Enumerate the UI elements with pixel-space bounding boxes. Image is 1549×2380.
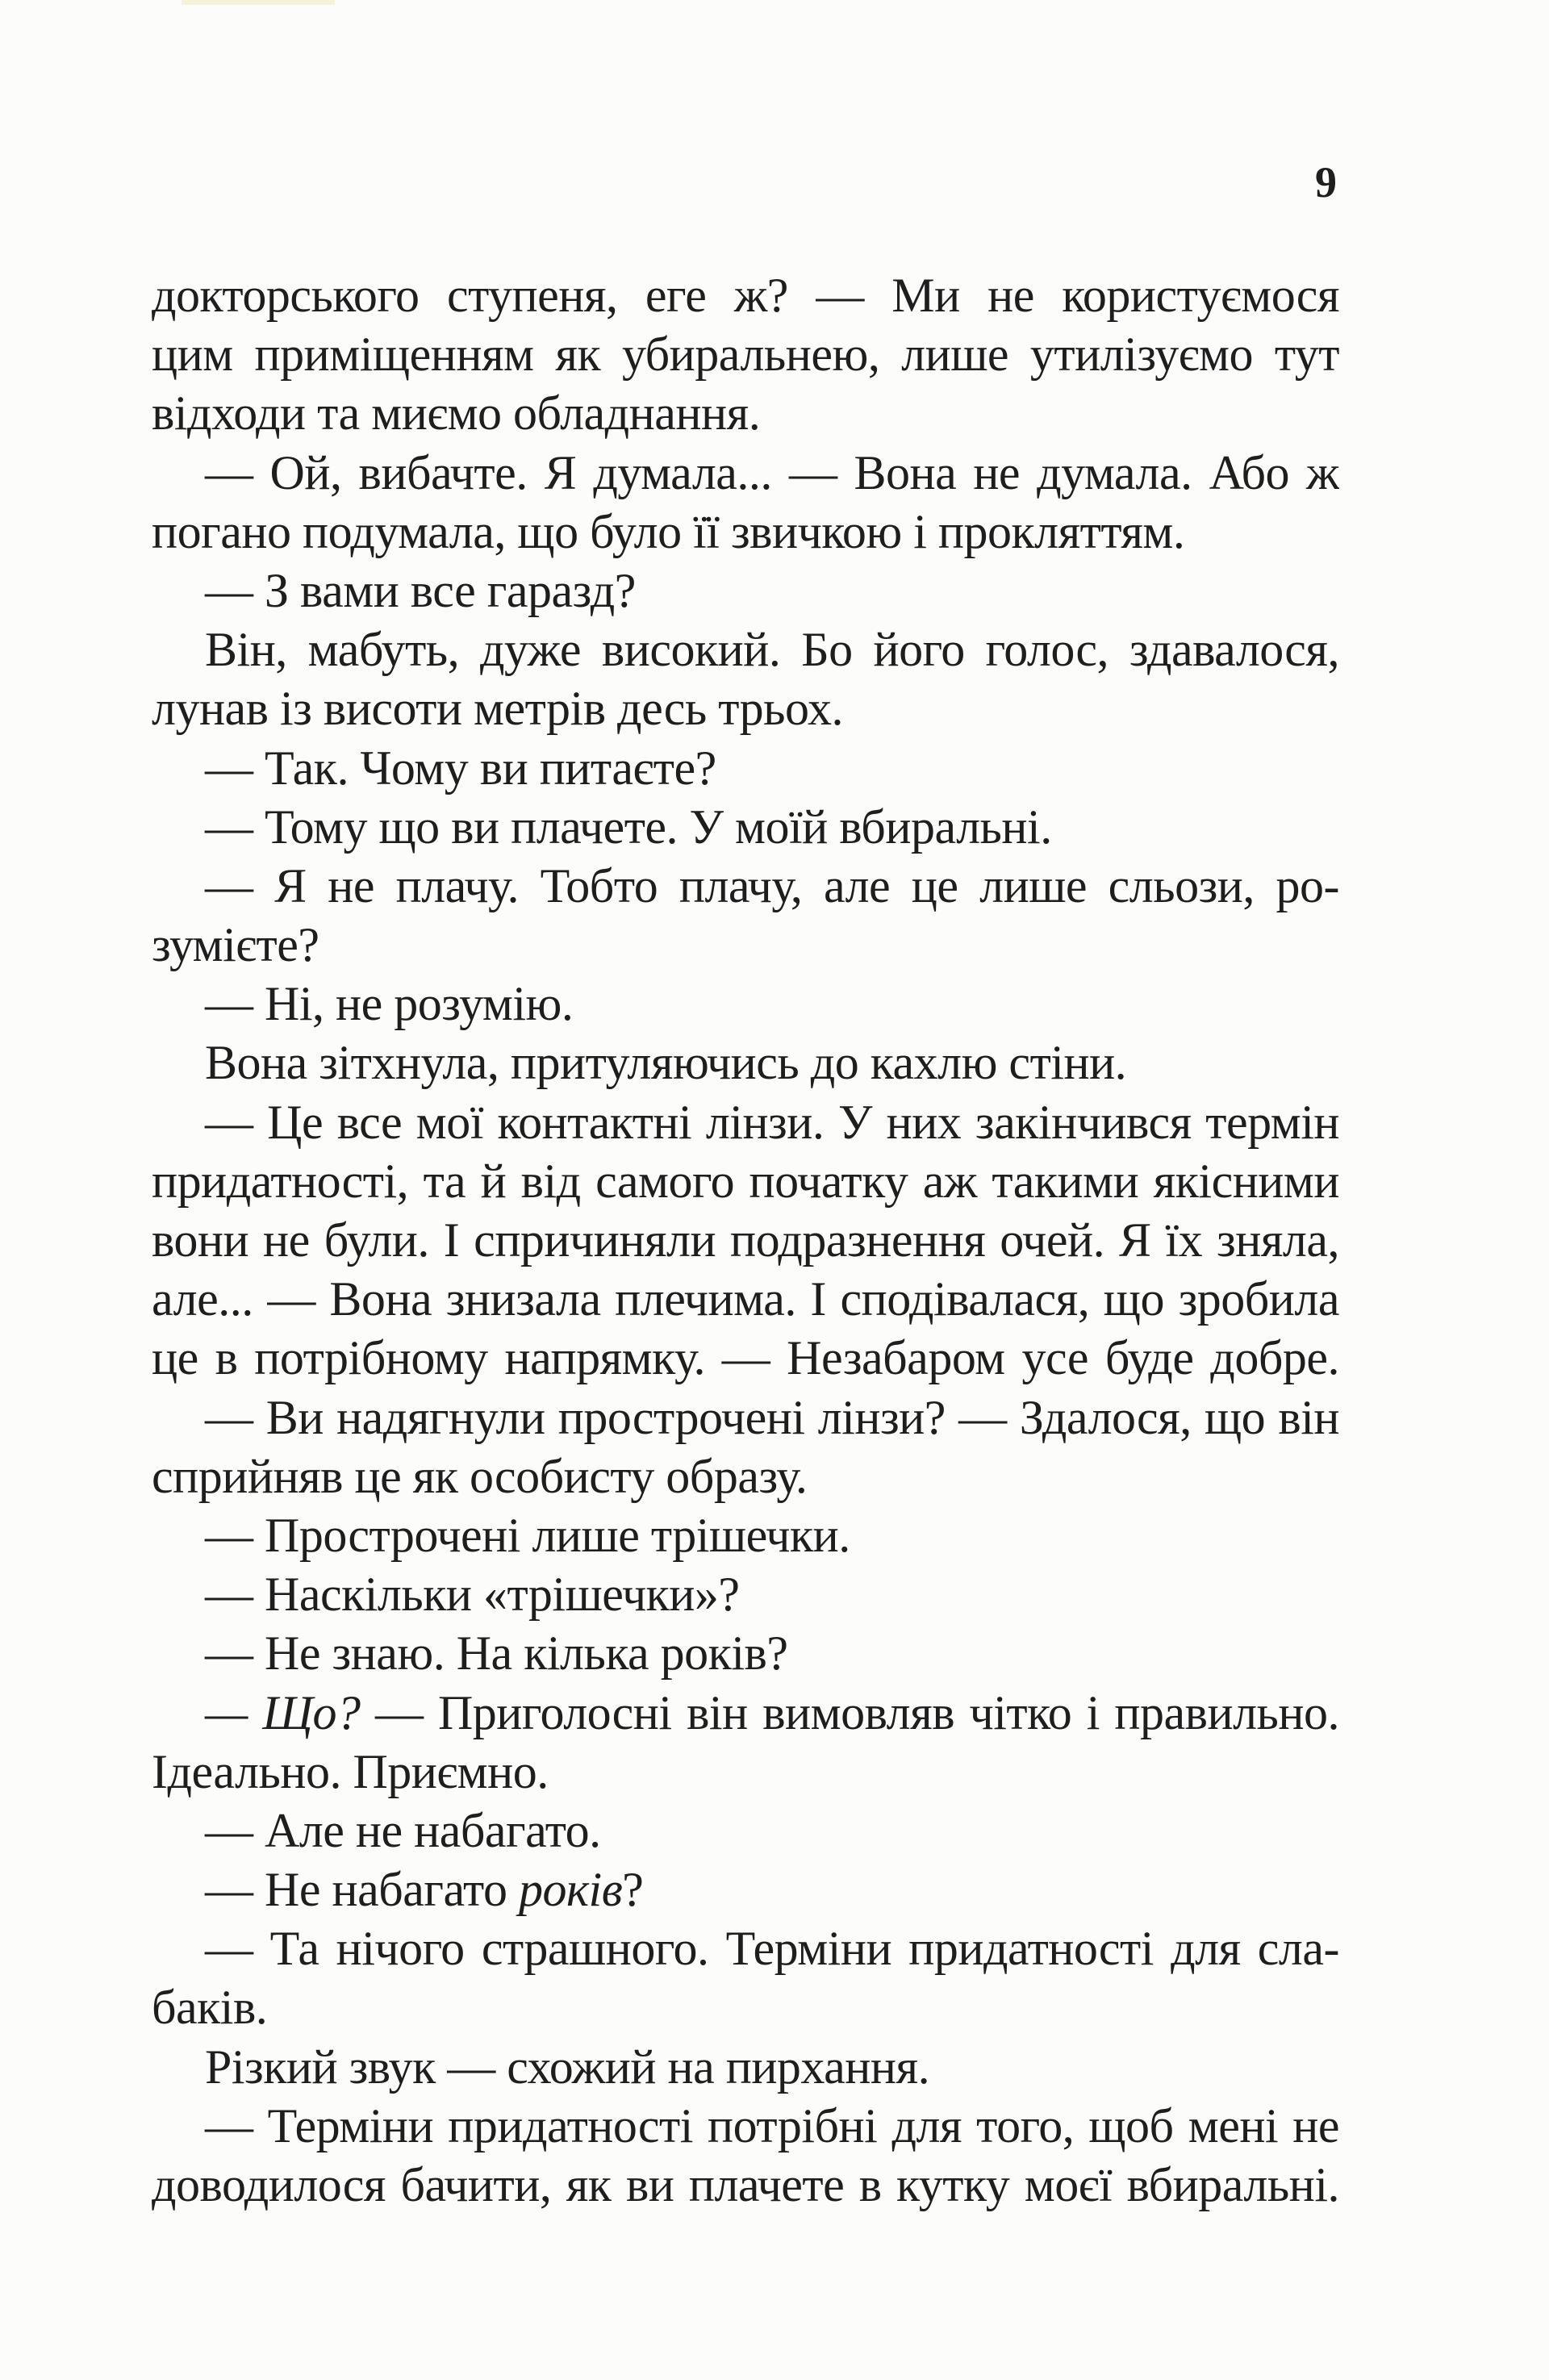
- line-text: — Приголосні він вимовляв чітко і правильно.: [360, 1685, 1339, 1739]
- line-text: — Не знаю. На кілька років?: [205, 1626, 788, 1681]
- page-number: 9: [1315, 158, 1337, 207]
- line-text: — Тому що ви плачете. У моїй вбиральні.: [205, 800, 1052, 854]
- line-text: цим приміщенням як убиральнею, лише утилізуємо тут: [152, 328, 1339, 382]
- text-line: [152, 1329, 1339, 1388]
- line-text: — З вами все гаразд?: [205, 563, 636, 617]
- line-text: баків.: [152, 1981, 268, 2035]
- line-text: — Ви надягнули прострочені лінзи? — Здалося, що він: [205, 1390, 1339, 1444]
- text-line: [152, 2097, 1339, 2156]
- text-line: [152, 739, 1339, 798]
- line-text: Він, мабуть, дуже високий. Бо його голос, здавалося,: [205, 623, 1339, 677]
- text-line: [152, 1270, 1339, 1329]
- line-text: — Це все мої контактні лінзи. У них закінчився термін: [205, 1095, 1339, 1149]
- line-text: — Прострочені лише трішечки.: [205, 1508, 850, 1562]
- text-line: [152, 1684, 1339, 1743]
- text-line: [152, 1447, 1339, 1506]
- line-text: ?: [622, 1863, 644, 1917]
- text-line: [152, 325, 1339, 384]
- text-line: [152, 1033, 1339, 1092]
- line-text: це в потрібному напрямку. — Незабаром усе буде добре.: [152, 1331, 1339, 1385]
- line-text: зумієте?: [152, 918, 319, 972]
- line-text: — Але не набагато.: [205, 1803, 601, 1857]
- text-line: [152, 916, 1339, 975]
- text-line: [152, 444, 1339, 503]
- line-text: доводилося бачити, як ви плачете в кутку моєї вбиральні.: [152, 2158, 1339, 2211]
- text-line: [152, 384, 1339, 443]
- text-line: [152, 679, 1339, 738]
- text-line: [152, 503, 1339, 562]
- line-text: відходи та миємо обладнання.: [152, 386, 761, 441]
- text-line: [152, 562, 1339, 620]
- text-line: [152, 1211, 1339, 1270]
- line-text: — Та нічого страшного. Терміни придатності для сла-: [205, 1922, 1339, 1976]
- text-line: [152, 1388, 1339, 1447]
- line-text: — Я не плачу. Тобто плачу, але це лише сльози, ро-: [205, 858, 1339, 912]
- line-text: — Наскільки «трішечки»?: [205, 1568, 740, 1622]
- text-line: [152, 620, 1339, 679]
- text-line: [152, 1152, 1339, 1211]
- line-text: — Терміни придатності потрібні для того, щоб мені не: [205, 2098, 1339, 2152]
- line-text: — Так. Чому ви питаєте?: [205, 741, 716, 795]
- text-line: [152, 2156, 1339, 2215]
- line-text: Ідеально. Приємно.: [152, 1744, 549, 1798]
- text-line: [152, 1860, 1339, 1919]
- line-text: вони не були. І спричиняли подразнення очей. Я їх зняла,: [152, 1213, 1339, 1267]
- text-line: [152, 1624, 1339, 1683]
- text-line: [152, 1802, 1339, 1860]
- line-text: — Ой, вибачте. Я думала... — Вона не думала. Або ж: [205, 445, 1339, 499]
- text-line: [152, 798, 1339, 857]
- body-text: [152, 266, 1339, 2215]
- line-text: лунав із висоти метрів десь трьох.: [152, 682, 844, 736]
- line-text: погано подумала, що було її звичкою і прокляттям.: [152, 504, 1185, 558]
- line-text: Різкий звук — схожий на пирхання.: [205, 2040, 930, 2094]
- text-line: [152, 1919, 1339, 1978]
- line-text: придатності, та й від самого початку аж такими якісними: [152, 1154, 1339, 1208]
- text-line: [152, 1743, 1339, 1802]
- scan-mark: [182, 0, 335, 5]
- text-line: [152, 975, 1339, 1033]
- italic-text: — Що?: [205, 1685, 361, 1739]
- text-line: [152, 1565, 1339, 1624]
- text-line: [152, 2038, 1339, 2097]
- line-text: — Не набагато: [205, 1863, 519, 1917]
- line-text: сприйняв це як особисту образу.: [152, 1449, 808, 1503]
- text-line: [152, 1506, 1339, 1565]
- text-line: [152, 1093, 1339, 1152]
- italic-text: років: [518, 1863, 623, 1917]
- line-text: але... — Вона знизала плечима. І сподівалася, що зробила: [152, 1272, 1339, 1326]
- text-line: [152, 857, 1339, 916]
- text-line: [152, 266, 1339, 325]
- line-text: — Ні, не розумію.: [205, 977, 574, 1031]
- line-text: Вона зітхнула, притуляючись до кахлю стіни.: [205, 1036, 1127, 1090]
- line-text: докторського ступеня, еге ж? — Ми не користуємося: [152, 269, 1339, 322]
- text-line: [152, 1978, 1339, 2037]
